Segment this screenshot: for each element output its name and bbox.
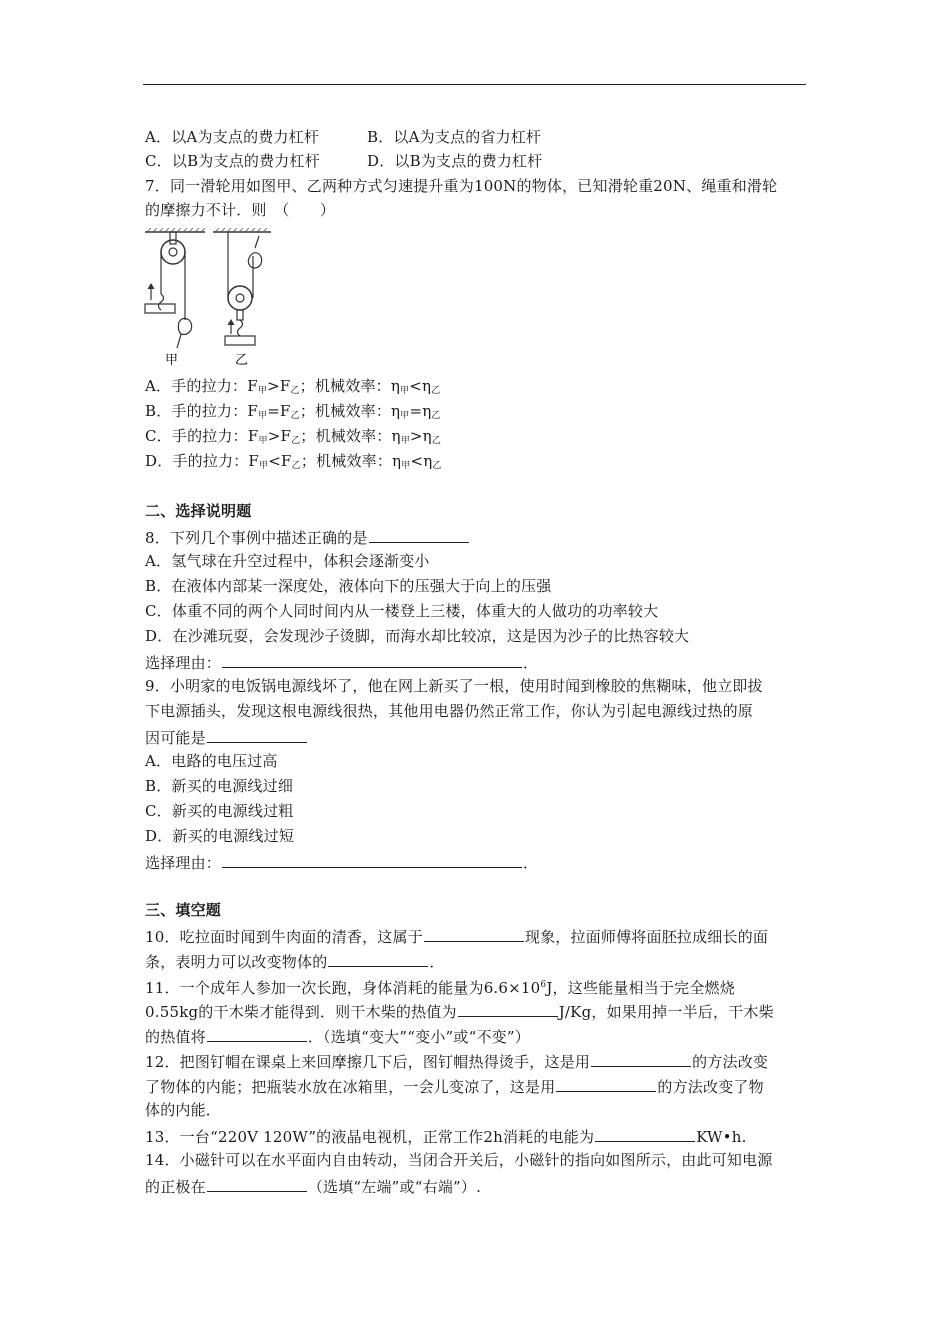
q10-line-2: 条，表明力可以改变物体的 ． — [145, 950, 445, 972]
q12-blank-2[interactable] — [556, 1075, 656, 1092]
q7-stem-line-1: 7．同一滑轮用如图甲、乙两种方式匀速提升重为100N的物体，已知滑轮重20N、绳重和滑轮 — [145, 177, 778, 195]
q6-option-a: A．以A为支点的费力杠杆 — [145, 128, 320, 146]
q7-stem-line-2: 的摩擦力不计．则 （ ） — [145, 201, 336, 219]
pulley-diagram — [143, 228, 273, 368]
q9-option-c: C．新买的电源线过粗 — [145, 802, 294, 820]
section-3-title: 三、填空题 — [145, 901, 222, 919]
q6-option-c: C．以B为支点的费力杠杆 — [145, 152, 320, 170]
q9-reason: 选择理由： ． — [145, 851, 538, 873]
q14-line-1: 14．小磁针可以在水平面内自由转动，当闭合开关后，小磁针的指向如图所示，由此可知电源 — [145, 1151, 773, 1169]
movable-pulley-diagram — [213, 228, 271, 345]
figure-label-jia: 甲 — [165, 353, 179, 368]
q6-option-b: B．以A为支点的省力杠杆 — [367, 128, 542, 146]
q9-stem-line-2: 下电源插头，发现这根电源线很热，其他用电器仍然正常工作，你认为引起电源线过热的原 — [145, 702, 754, 720]
q12-blank-1[interactable] — [591, 1050, 691, 1067]
q10-line-1: 10．吃拉面时闻到牛肉面的清香，这属于 现象，拉面师傅将面胚拉成细长的面 — [145, 925, 768, 947]
q11-blank-2[interactable] — [207, 1025, 307, 1042]
q6-option-d: D．以B为支点的费力杠杆 — [367, 152, 543, 170]
q6-options-row-2 — [145, 151, 542, 171]
q8-option-b: B．在液体内部某一深度处，液体向下的压强大于向上的压强 — [145, 577, 552, 595]
q9-option-a: A．电路的电压过高 — [145, 752, 278, 770]
q7-option-a: A．手的拉力：$F_甲>F_乙$；机械效率：$\eta_甲<\eta_乙$ — [145, 377, 441, 396]
q11-line-2: 0.55kg的干木柴才能得到．则干木柴的热值为 J/Kg，如果用掉一半后，干木柴 — [145, 1000, 774, 1022]
q9-stem-line-3: 因可能是 — [145, 726, 308, 748]
q7-option-b: B．手的拉力：$F_甲=F_乙$；机械效率：$\eta_甲=\eta_乙$ — [145, 402, 441, 421]
q8-answer-blank[interactable] — [369, 526, 469, 543]
q9-stem-line-1: 9．小明家的电饭锅电源线坏了，他在网上新买了一根，使用时闻到橡胶的焦糊味，他立即拔 — [145, 677, 763, 695]
pulley-figure — [143, 228, 273, 368]
q12-line-3: 体的内能． — [145, 1101, 222, 1119]
q11-blank-1[interactable] — [458, 1000, 558, 1017]
q10-blank-2[interactable] — [328, 950, 428, 967]
q12-line-1: 12．把图钉帽在课桌上来回摩擦几下后，图钉帽热得烫手，这是用 的方法改变 — [145, 1050, 768, 1072]
q14-line-2: 的正极在 （选填“左端”或“右端”）. — [145, 1175, 481, 1197]
q11-line-1: 11．一个成年人参加一次长跑，身体消耗的能量为$6.6\times 10^6J$，这些能量相当于完全燃烧 — [145, 979, 735, 997]
q7-option-d: D．手的拉力：$F_甲<F_乙$；机械效率：$\eta_甲<\eta_乙$ — [145, 452, 442, 471]
fixed-pulley-diagram — [145, 228, 205, 348]
q10-blank-1[interactable] — [424, 925, 524, 942]
q13-blank[interactable] — [595, 1125, 695, 1142]
q8-reason: 选择理由： ． — [145, 651, 538, 673]
q8-option-c: C．体重不同的两个人同时间内从一楼登上三楼，体重大的人做功的功率较大 — [145, 602, 659, 620]
q14-blank[interactable] — [207, 1175, 307, 1192]
q9-option-d: D．新买的电源线过短 — [145, 827, 295, 845]
q11-line-3: 的热值将 ．（选填“变大”“变小”或“不变”） — [145, 1025, 530, 1047]
q9-answer-blank[interactable] — [207, 726, 307, 743]
q13-line: 13．一台“220V 120W”的液晶电视机，正常工作2h消耗的电能为 KW•h. — [145, 1125, 747, 1147]
q9-option-b: B．新买的电源线过细 — [145, 777, 294, 795]
header-rule — [143, 84, 806, 85]
q9-reason-blank[interactable] — [222, 851, 522, 868]
q6-options-row-1 — [145, 127, 541, 147]
q7-option-c: C．手的拉力：$F_甲>F_乙$；机械效率：$\eta_甲>\eta_乙$ — [145, 427, 442, 446]
q12-line-2: 了物体的内能；把瓶装水放在冰箱里，一会儿变凉了，这是用 的方法改变了物 — [145, 1075, 764, 1097]
q8-reason-blank[interactable] — [222, 651, 522, 668]
section-2-title: 二、选择说明题 — [145, 502, 252, 520]
q8-stem: 8．下列几个事例中描述正确的是 — [145, 526, 470, 548]
q8-option-a: A．氢气球在升空过程中，体积会逐渐变小 — [145, 552, 430, 570]
q8-option-d: D．在沙滩玩耍，会发现沙子烫脚，而海水却比较凉，这是因为沙子的比热容较大 — [145, 627, 690, 645]
figure-label-yi: 乙 — [235, 353, 249, 368]
